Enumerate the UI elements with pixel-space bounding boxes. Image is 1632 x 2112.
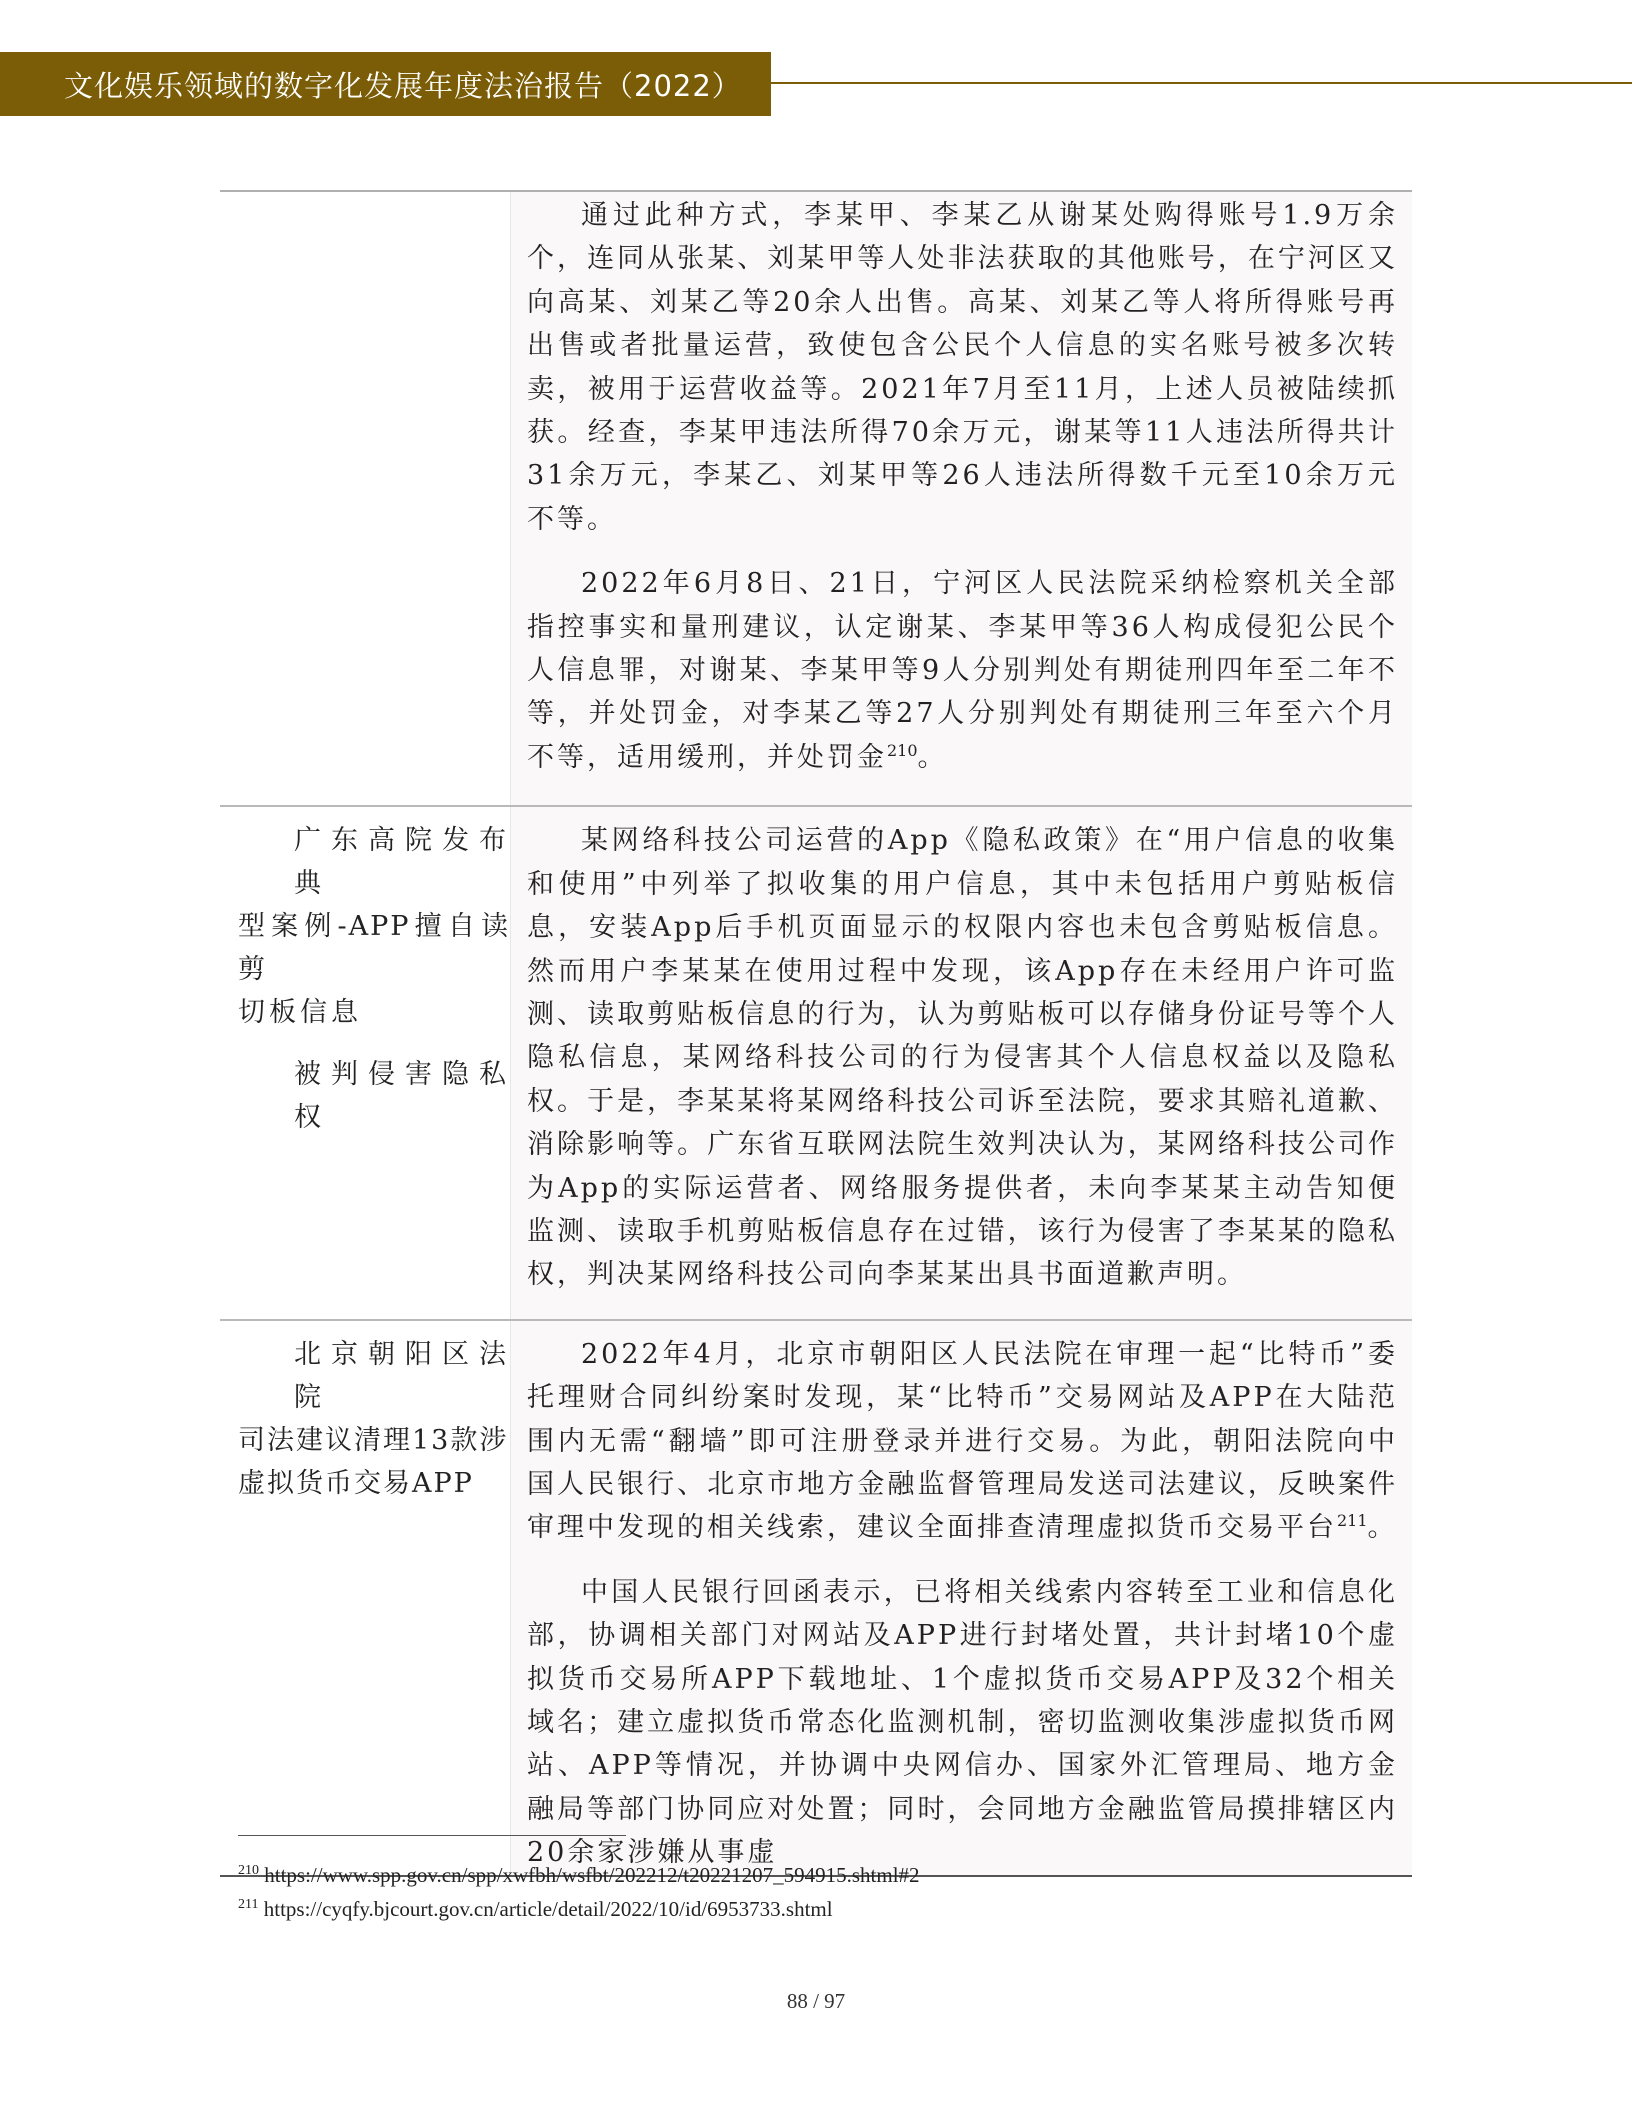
case-paragraph: 2022年6月8日、21日，宁河区人民法院采纳检察机关全部指控事实和量刑建议，认定谢某、李某甲等36人构成侵犯公民个人信息罪，对谢某、李某甲等9人分别判处有期徒刑四年至二年不等，并处罚金，对李某乙等27人分别判处有期徒刑三年至六个月不等，适用缓刑，并处罚金$^{210}$。	[527, 568, 1398, 773]
case-title-line: 切板信息	[238, 997, 362, 1029]
footnote-ref: 210	[887, 740, 918, 760]
header-band	[0, 52, 771, 116]
case-title-line: 北京朝阳区法院	[294, 1338, 510, 1413]
case-paragraph: 某网络科技公司运营的App《隐私政策》在“用户信息的收集和使用”中列举了拟收集的用户信息，其中未包括用户剪贴板信息，安装App后手机页面显示的权限内容也未包含剪贴板信息。然而用户李某某在使用过程中发现，该App存在未经用户许可监测、读取剪贴板信息的行为，认为剪贴板可以存储身份证号等个人隐私信息，某网络科技公司的行为侵害其个人信息权益以及隐私权。于是，李某某将某网络科技公司诉至法院，要求其赔礼道歉、消除影响等。广东省互联网法院生效判决认为，某网络科技公司作为App的实际运营者、网络服务提供者，未向李某某主动告知便监测、读取手机剪贴板信息存在过错，该行为侵害了李某某的隐私权，判决某网络科技公司向李某某出具书面道歉声明。	[527, 825, 1398, 1291]
case-row	[220, 805, 1412, 1318]
case-title-line: 司法建议清理13款涉	[238, 1424, 509, 1456]
case-body-cell	[510, 192, 1412, 805]
case-body-cell	[510, 807, 1412, 1318]
case-title-line: 型案例-APP擅自读剪	[238, 911, 510, 986]
case-title-cell	[220, 192, 510, 805]
page-number: 88 / 97	[786, 1989, 846, 2013]
case-paragraph: 2022年4月，北京市朝阳区人民法院在审理一起“比特币”委托理财合同纠纷案时发现，某“比特币”交易网站及APP在大陆范围内无需“翻墙”即可注册登录并进行交易。为此，朝阳法院向中国人民银行、北京市地方金融监督管理局发送司法建议，反映案件审理中发现的相关线索，建议全面排查清理虚拟货币交易平台$^{211}$。	[527, 1338, 1398, 1544]
case-table	[220, 190, 1412, 1877]
case-body-cell	[510, 1321, 1412, 1875]
footnote-link[interactable]: https://www.spp.gov.cn/spp/xwfbh/wsfbt/202212/t20221207_594915.shtml#2	[264, 1863, 920, 1887]
case-row	[220, 192, 1412, 805]
footnote-number: 210	[238, 1863, 259, 1878]
case-paragraph: 通过此种方式，李某甲、李某乙从谢某处购得账号1.9万余个，连同从张某、刘某甲等人处非法获取的其他账号，在宁河区又向高某、刘某乙等20余人出售。高某、刘某乙等人将所得账号再出售或者批量运营，致使包含公民个人信息的实名账号被多次转卖，被用于运营收益等。2021年7月至11月，上述人员被陆续抓获。经查，李某甲违法所得70余万元，谢某等11人违法所得共计31余万元，李某乙、刘某甲等26人违法所得数千元至10余万元不等。	[527, 200, 1398, 535]
case-title-line: 广东高院发布典	[294, 825, 510, 900]
footnote-link[interactable]: https://cyqfy.bjcourt.gov.cn/article/detail/2022/10/id/6953733.shtml	[263, 1897, 833, 1921]
footnotes	[238, 1858, 920, 1926]
report-title: 文化娱乐领域的数字化发展年度法治报告（2022）	[64, 68, 742, 103]
footnote	[238, 1858, 920, 1892]
case-row	[220, 1319, 1412, 1875]
case-subtitle: 被判侵害隐私权	[294, 1059, 510, 1134]
header-rule	[771, 82, 1632, 84]
case-paragraph: 中国人民银行回函表示，已将相关线索内容转至工业和信息化部，协调相关部门对网站及APP进行封堵处置，共计封堵10个虚拟货币交易所APP下载地址、1个虚拟货币交易APP及32个相关域名；建立虚拟货币常态化监测机制，密切监测收集涉虚拟货币网站、APP等情况，并协调中央网信办、国家外汇管理局、地方金融局等部门协同应对处置；同时，会同地方金融监管局摸排辖区内20余家涉嫌从事虚	[527, 1576, 1398, 1869]
footnote-ref: 211	[1337, 1511, 1368, 1531]
case-title-cell	[220, 807, 510, 1318]
footnote-rule	[238, 1835, 626, 1836]
footnote	[238, 1892, 920, 1926]
case-title-line: 虚拟货币交易APP	[238, 1467, 474, 1499]
case-title-cell	[220, 1321, 510, 1875]
footnote-number: 211	[238, 1897, 259, 1912]
